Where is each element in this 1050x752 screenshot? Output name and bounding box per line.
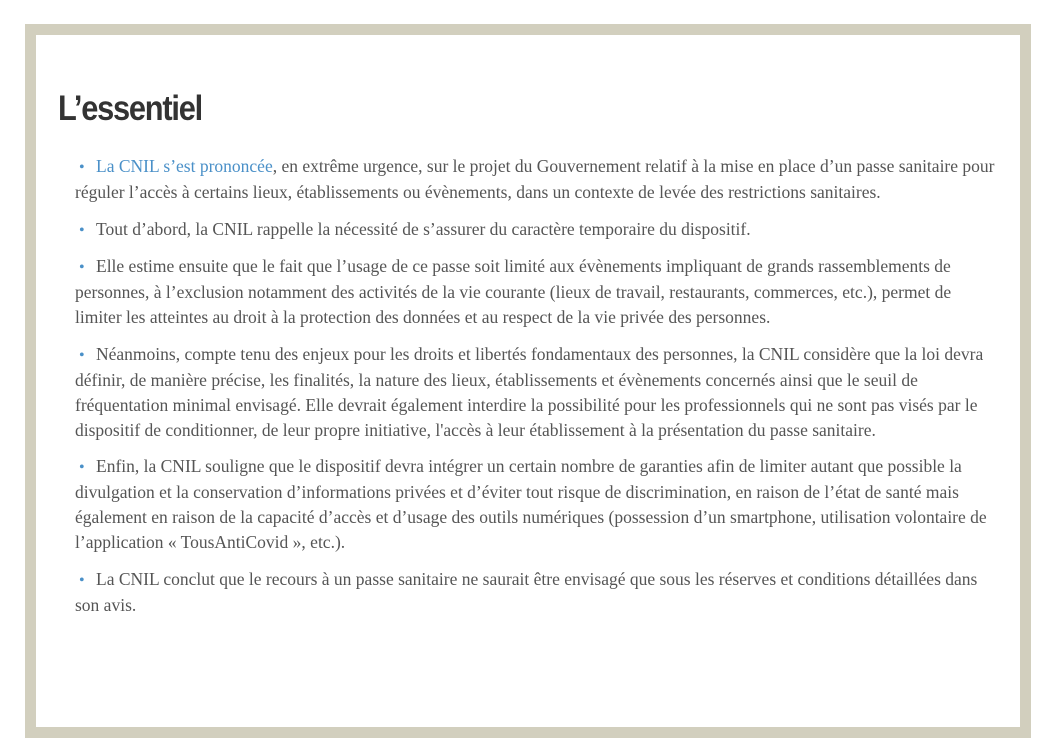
list-item (75, 454, 998, 555)
list-item-text: La CNIL conclut que le recours à un passe sanitaire ne saurait être envisagé que sous les réserves et conditions détaillées dans son avis. (75, 568, 978, 615)
list-item (75, 217, 998, 243)
list-item (75, 254, 998, 330)
summary-frame (25, 24, 1031, 738)
summary-list (58, 154, 998, 618)
bullet-icon: • (79, 346, 85, 364)
bullet-icon: • (79, 459, 85, 476)
list-item (75, 342, 998, 443)
list-item (75, 567, 998, 618)
summary-panel (36, 35, 1020, 727)
bullet-icon: • (79, 159, 85, 176)
bullet-icon: • (79, 221, 85, 239)
list-item-text: Néanmoins, compte tenu des enjeux pour les droits et libertés fondamentaux des personnes, la CNIL considère que la loi devra définir, de manière précise, les finalités, la nature des lieux, établissements et évènements concernés ainsi que le seuil de fréquentation minimal envisagé. Elle devrait également interdire la possibilité pour les professionnels qui ne sont pas visés par le dispositif de conditionner, de leur propre initiative, l'accès à leur établissement à la présentation du passe sanitaire. (75, 343, 984, 440)
list-item-text: Elle estime ensuite que le fait que l’usage de ce passe soit limité aux évènements impliquant de grands rassemblements de personnes, à l’exclusion notamment des activités de la vie courante (lieux de travail, restaurants, commerces, etc.), permet de limiter les atteintes au droit à la protection des données et au respect de la vie privée des personnes. (75, 256, 952, 327)
cnil-opinion-link[interactable]: La CNIL s’est prononcée (96, 156, 273, 176)
list-item-text: Tout d’abord, la CNIL rappelle la nécessité de s’assurer du caractère temporaire du dispositif. (96, 218, 751, 239)
section-heading: L’essentiel (58, 89, 202, 128)
list-item-text: , en extrême urgence, sur le projet du Gouvernement relatif à la mise en place d’un passe sanitaire pour réguler l’accès à certains lieux, établissements ou évènements, dans un contexte de levée des restrictions sanitaires. (75, 156, 995, 202)
list-item (75, 154, 998, 205)
list-item-text: Enfin, la CNIL souligne que le dispositif devra intégrer un certain nombre de garanties afin de limiter autant que possible la divulgation et la conservation d’informations privées et d’éviter tout risque de discrimination, en raison de l’état de santé mais également en raison de la capacité d’accès et d’usage des outils numériques (possession d’un smartphone, utilisation volontaire de l’application « TousAntiCovid », etc.). (75, 456, 987, 552)
bullet-icon: • (79, 571, 85, 589)
bullet-icon: • (79, 259, 85, 276)
